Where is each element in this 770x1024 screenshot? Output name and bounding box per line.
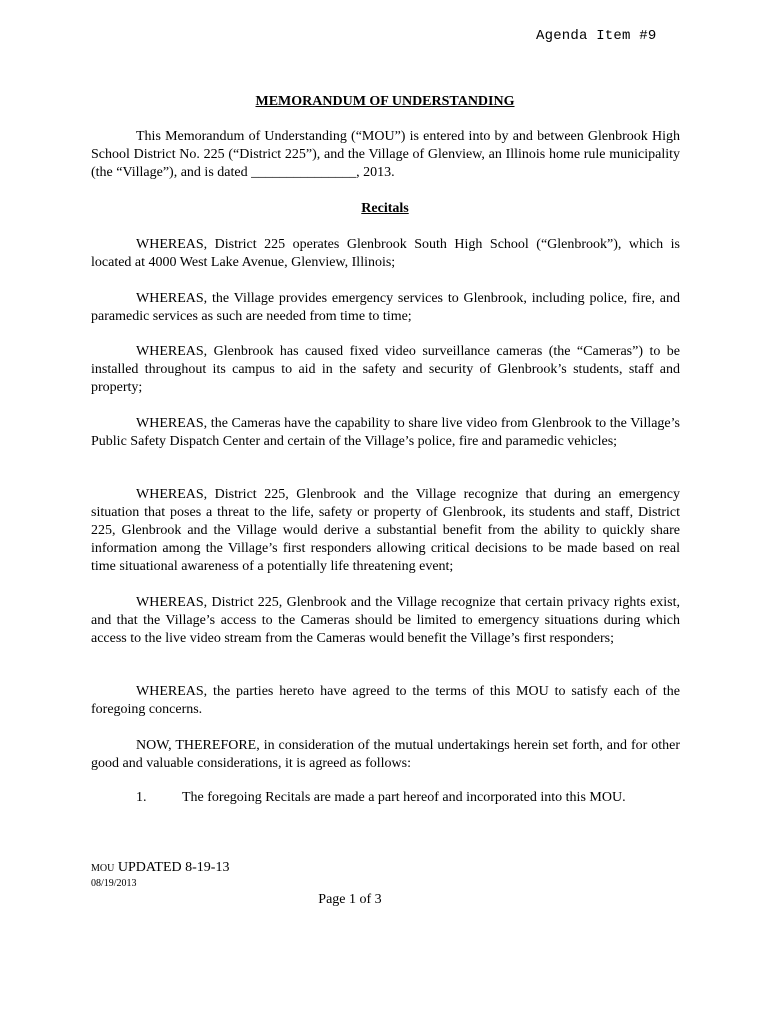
recital-text: WHEREAS, District 225, Glenbrook and the Village recognize that certain privacy rights exist, and that the Village’s access to the Cameras should be limited to emergency situations during which access to the live video stream from the Cameras would benefit the Village’s first responders; bbox=[91, 595, 680, 646]
intro-paragraph bbox=[91, 128, 680, 182]
document-code bbox=[91, 860, 229, 876]
recital-text: WHEREAS, Glenbrook has caused fixed video surveillance cameras (the “Cameras”) to be installed throughout its campus to aid in the safety and security of Glenbrook’s students, staff and property; bbox=[91, 344, 680, 395]
agenda-item-label: Agenda Item #9 bbox=[536, 28, 657, 44]
page-number: Page 1 of 3 bbox=[318, 892, 382, 907]
therefore-text: NOW, THEREFORE, in consideration of the mutual undertakings herein set forth, and for other good and valuable considerations, it is agreed as follows: bbox=[91, 738, 680, 771]
intro-text: This Memorandum of Understanding (“MOU”) is entered into by and between Glenbrook High School District No. 225 (“District 225”), and the Village of Glenview, an Illinois home rule municipality (the “Village”), and is dated _______________, 2013. bbox=[91, 129, 680, 180]
recital-paragraph bbox=[91, 683, 680, 719]
recital-paragraph bbox=[91, 236, 680, 272]
item-number: 1. bbox=[136, 790, 147, 805]
recital-paragraph bbox=[91, 415, 680, 451]
recital-text: WHEREAS, the Cameras have the capability to share live video from Glenbrook to the Village’s Public Safety Dispatch Center and certain of the Village’s police, fire and paramedic vehicles; bbox=[91, 416, 680, 449]
recital-text: WHEREAS, District 225 operates Glenbrook South High School (“Glenbrook”), which is located at 4000 West Lake Avenue, Glenview, Illinois; bbox=[91, 237, 680, 270]
recital-paragraph bbox=[91, 594, 680, 648]
recital-paragraph bbox=[91, 290, 680, 326]
recital-text: WHEREAS, District 225, Glenbrook and the Village recognize that during an emergency situation that poses a threat to the life, safety or property of Glenbrook, its students and staff, District 225, Glenbrook and the Village would derive a substantial benefit from the ability to quickly share information among the Village’s first responders allowing critical decisions to be made based on real time situational awareness of a potentially life threatening event; bbox=[91, 487, 680, 574]
document-code-prefix: MOU bbox=[91, 863, 115, 874]
recital-text: WHEREAS, the parties hereto have agreed to the terms of this MOU to satisfy each of the foregoing concerns. bbox=[91, 684, 680, 717]
recitals-heading: Recitals bbox=[361, 201, 409, 216]
document-code-text: UPDATED 8-19-13 bbox=[117, 860, 230, 875]
recital-paragraph bbox=[91, 343, 680, 397]
document-title: MEMORANDUM OF UNDERSTANDING bbox=[255, 94, 515, 109]
document-date: 08/19/2013 bbox=[91, 878, 137, 889]
recital-text: WHEREAS, the Village provides emergency services to Glenbrook, including police, fire, and paramedic services as such are needed from time to time; bbox=[91, 291, 680, 324]
recital-paragraph bbox=[91, 486, 680, 576]
item-text: The foregoing Recitals are made a part hereof and incorporated into this MOU. bbox=[182, 790, 626, 805]
therefore-paragraph bbox=[91, 737, 680, 773]
